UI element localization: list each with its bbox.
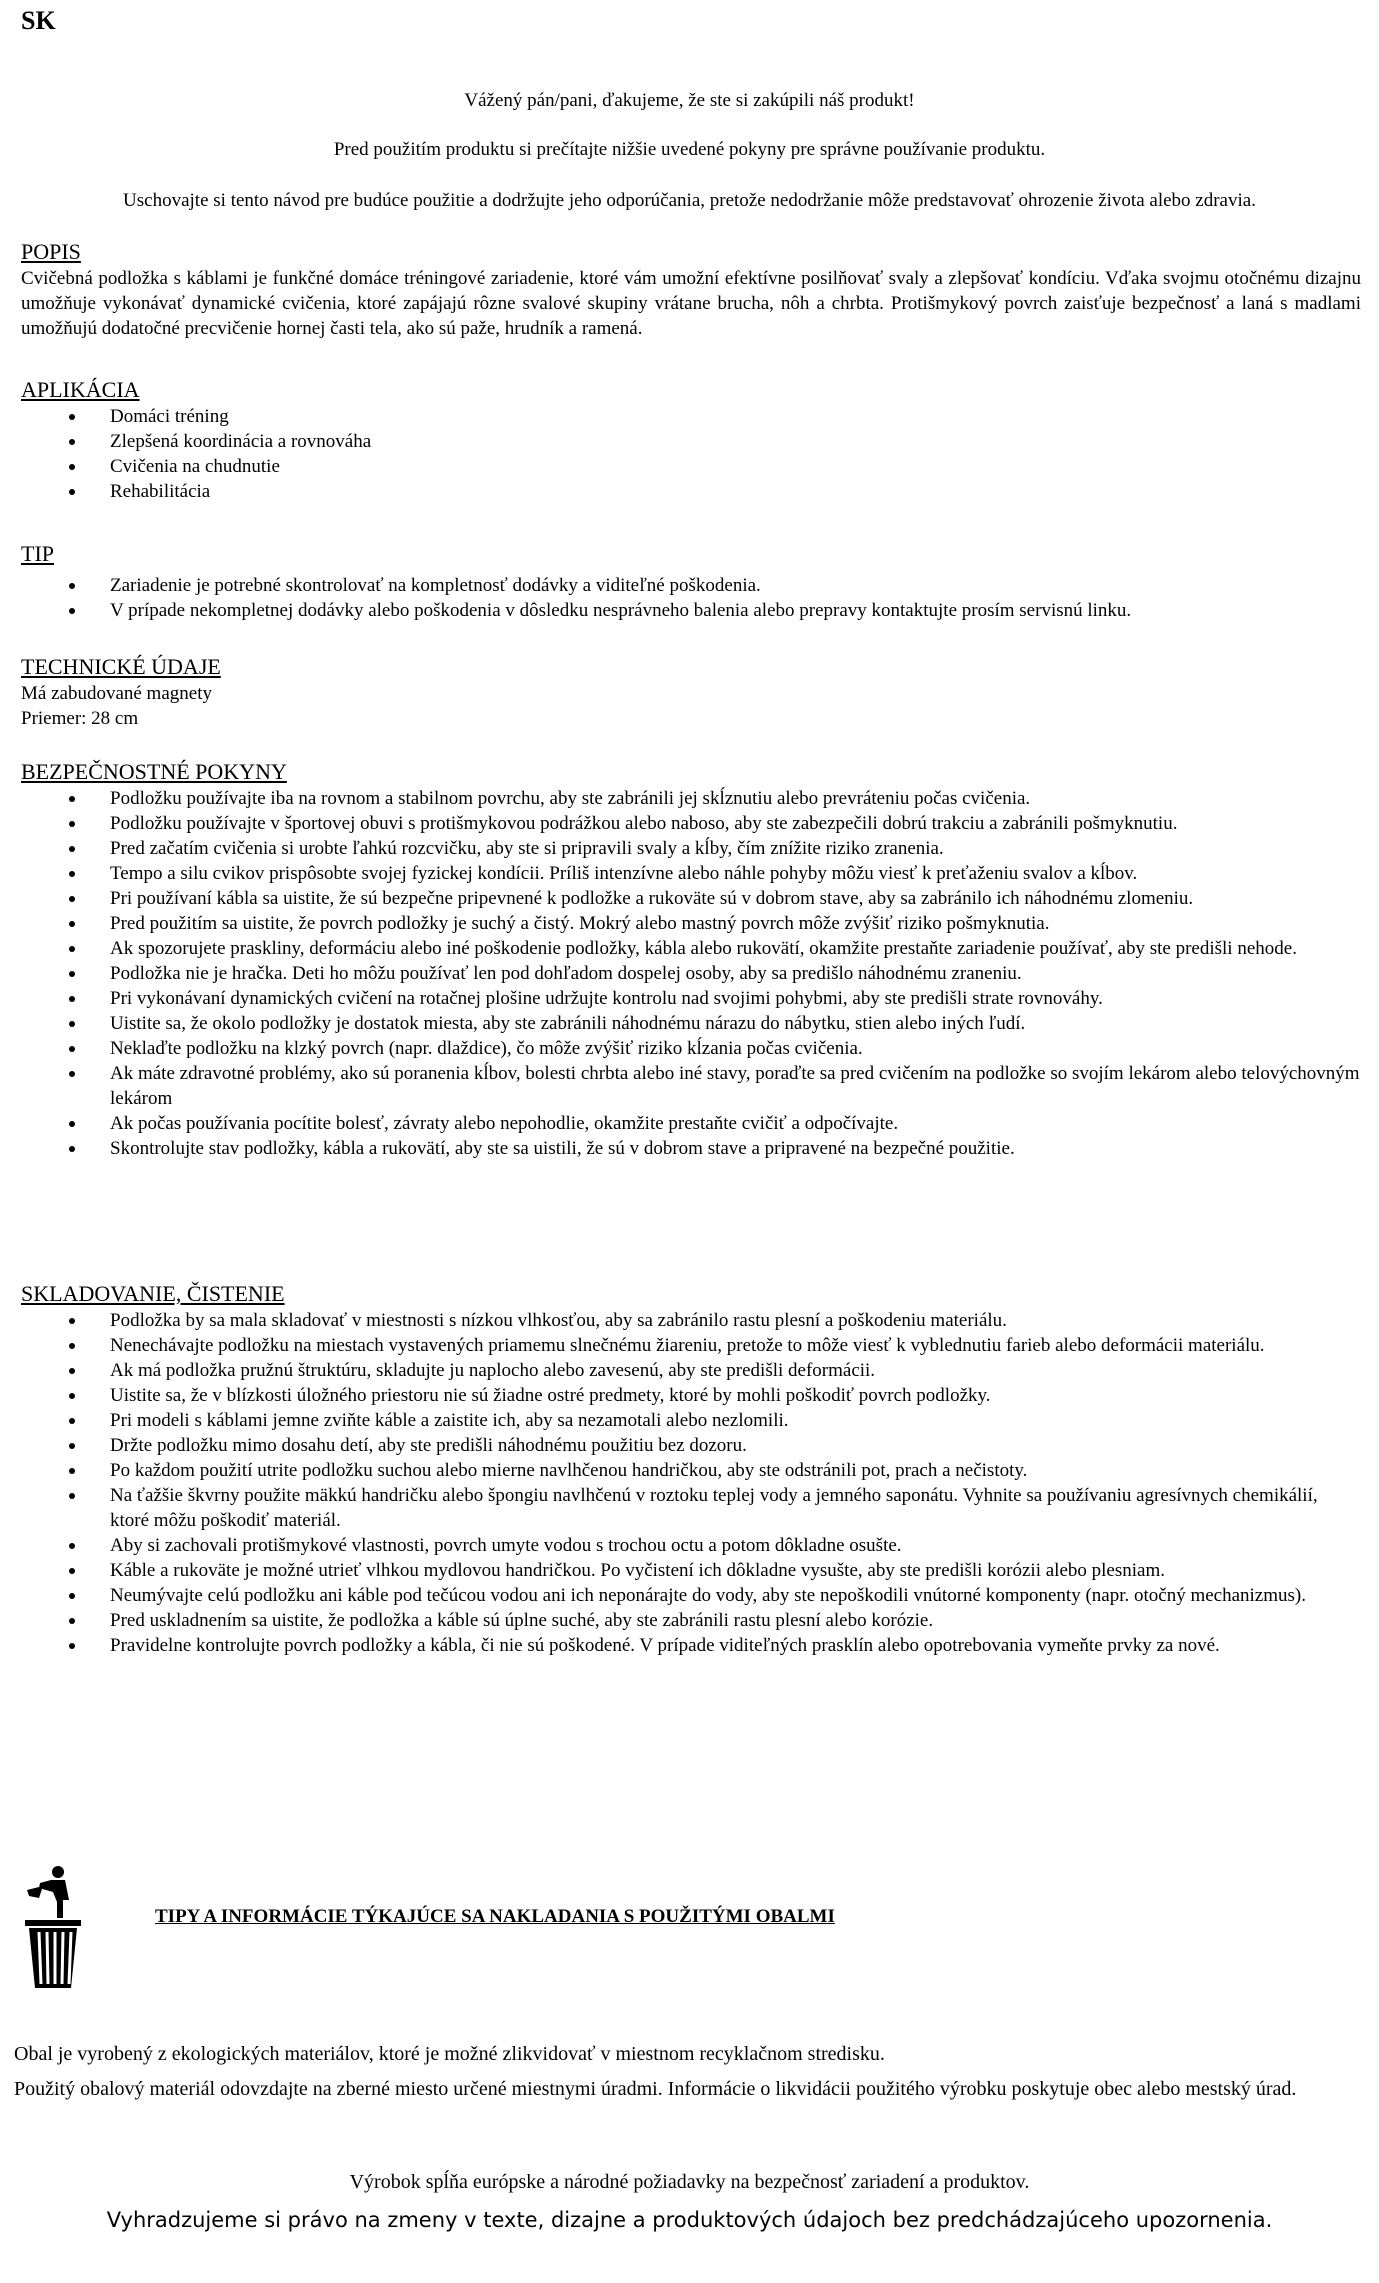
list-item: Uistite sa, že v blízkosti úložného priestoru nie sú žiadne ostré predmety, ktoré by mohli poškodiť povrch podložky. [110, 1383, 1361, 1408]
list-item: Podložku používajte v športovej obuvi s protišmykovou podrážkou alebo naboso, aby ste zabezpečili dobrú trakciu a zabránili pošmyknutiu. [110, 811, 1361, 836]
list-item: Ak máte zdravotné problémy, ako sú poranenia kĺbov, bolesti chrbta alebo iné stavy, poraďte sa pred cvičením na podložke so svojím lekárom alebo telovýchovným lekárom [110, 1063, 1360, 1109]
storage-list [21, 1308, 1361, 1658]
list-item: Pri vykonávaní dynamických cvičení na rotačnej plošine udržujte kontrolu nad svojimi pohybmi, aby ste predišli strate rovnováhy. [110, 986, 1361, 1011]
list-item: Rehabilitácia [110, 479, 1361, 504]
packaging-recycle-text: Obal je vyrobený z ekologických materiálov, ktoré je možné zlikvidovať v miestnom recyklačnom stredisku. [14, 2043, 885, 2065]
tech-heading: TECHNICKÉ ÚDAJE [21, 654, 221, 679]
safety-list [21, 786, 1361, 1161]
section-popis [21, 238, 1361, 341]
tip-list [21, 573, 1361, 623]
language-code: SK [21, 6, 56, 35]
list-item: Cvičenia na chudnutie [110, 454, 1361, 479]
section-safety [21, 758, 1361, 1161]
list-item: Pred použitím sa uistite, že povrch podložky je suchý a čistý. Mokrý alebo mastný povrch môže zvýšiť riziko pošmyknutia. [110, 911, 1361, 936]
list-item: Podložku používajte iba na rovnom a stabilnom povrchu, aby ste zabránili jej skĺznutiu alebo prevráteniu počas cvičenia. [110, 786, 1361, 811]
list-item: Skontrolujte stav podložky, kábla a rukovätí, aby ste sa uistili, že sú v dobrom stave a pripravené na bezpečné použitie. [110, 1136, 1361, 1161]
trash-bin-icon [25, 1866, 81, 1988]
list-item: Pred začatím cvičenia si urobte ľahkú rozcvičku, aby ste si pripravili svaly a kĺby, čím znížite riziko zranenia. [110, 836, 1361, 861]
list-item: Káble a rukoväte je možné utrieť vlhkou mydlovou handričkou. Po vyčistení ich dôkladne vysušte, aby ste predišli korózii alebo plesniam. [110, 1558, 1361, 1583]
list-item: Domáci tréning [110, 404, 1361, 429]
list-item: Neklaďte podložku na klzký povrch (napr. dlaždice), čo môže zvýšiť riziko kĺzania počas cvičenia. [110, 1036, 1361, 1061]
list-item: Ak počas používania pocítite bolesť, závraty alebo nepohodlie, okamžite prestaňte cvičiť a odpočívajte. [110, 1111, 1361, 1136]
list-item: Pred uskladnením sa uistite, že podložka a káble sú úplne suché, aby ste zabránili rastu plesní alebo korózie. [110, 1608, 1361, 1633]
list-item: Podložka by sa mala skladovať v miestnosti s nízkou vlhkosťou, aby sa zabránilo rastu plesní a poškodeniu materiálu. [110, 1308, 1361, 1333]
keep-manual-text: Uschovajte si tento návod pre budúce použitie a dodržujte jeho odporúčania, pretože nedodržanie môže predstavovať ohrozenie života alebo zdravia. [123, 190, 1256, 211]
section-aplikacia [21, 376, 1361, 504]
list-item: Ak má podložka pružnú štruktúru, skladujte ju naplocho alebo zavesenú, aby ste predišli deformácii. [110, 1358, 1361, 1383]
list-item: Nenechávajte podložku na miestach vystavených priamemu slnečnému žiareniu, pretože to môže viesť k vyblednutiu farieb alebo deformácii materiálu. [110, 1333, 1361, 1358]
list-item: Zariadenie je potrebné skontrolovať na kompletnosť dodávky a viditeľné poškodenia. [110, 573, 1361, 598]
list-item: Pri modeli s káblami jemne zviňte káble a zaistite ich, aby sa nezamotali alebo nezlomili. [110, 1408, 1361, 1433]
list-item: Pri používaní kábla sa uistite, že sú bezpečne pripevnené k podložke a rukoväte sú v dobrom stave, aby sa zabránilo ich náhodnému zlomeniu. [110, 886, 1361, 911]
popis-heading: POPIS [21, 239, 81, 264]
list-item: Neumývajte celú podložku ani káble pod tečúcou vodou ani ich neponárajte do vody, aby ste nepoškodili vnútorné komponenty (napr. otočný mechanizmus). [110, 1583, 1361, 1608]
rights-reserved-text: Vyhradzujeme si právo na zmeny v texte, dizajne a produktových údajoch bez predchádzajúceho upozornenia. [106, 2208, 1273, 2232]
list-item: Pravidelne kontrolujte povrch podložky a kábla, či nie sú poškodené. V prípade viditeľných prasklín alebo opotrebovania vymeňte prvky za nové. [110, 1633, 1361, 1658]
list-item: Na ťažšie škvrny použite mäkkú handričku alebo špongiu navlhčenú v roztoku teplej vody a jemného saponátu. Vyhnite sa používaniu agresívnych chemikálií, ktoré môžu poškodiť materiál. [110, 1483, 1361, 1533]
list-item: Ak spozorujete praskliny, deformáciu alebo iné poškodenie podložky, kábla alebo rukovätí, okamžite prestaňte zariadenie používať, aby ste predišli nehode. [110, 936, 1361, 961]
packaging-disposal-text: Použitý obalový materiál odovzdajte na zberné miesto určené miestnymi úradmi. Informácie o likvidácii použitého výrobku poskytuje obec alebo mestský úrad. [14, 2078, 1297, 2100]
section-storage [21, 1280, 1361, 1658]
tip-heading: TIP [21, 541, 54, 566]
list-item: Uistite sa, že okolo podložky je dostatok miesta, aby ste zabránili náhodnému nárazu do nábytku, stien alebo iných ľudí. [110, 1011, 1361, 1036]
aplikacia-list [21, 404, 1361, 504]
section-tech [21, 653, 1361, 731]
greeting-text: Vážený pán/pani, ďakujeme, že ste si zakúpili náš produkt! [464, 90, 915, 111]
popis-text: Cvičebná podložka s káblami je funkčné domáce tréningové zariadenie, ktoré vám umožní efektívne posilňovať svaly a zlepšovať kondíciu. Vďaka svojmu otočnému dizajnu umožňuje vykonávať dynamické cvičenia, ktoré zapájajú rôzne svalové skupiny vrátane brucha, nôh a chrbta. Protišmykový povrch zaisťuje bezpečnosť a laná s madlami umožňujú dodatočné precvičenie hornej časti tela, ako sú paže, hrudník a ramená. [21, 268, 1361, 339]
list-item: Aby si zachovali protišmykové vlastnosti, povrch umyte vodou s trochou octu a potom dôkladne osušte. [110, 1533, 1361, 1558]
compliance-text: Výrobok spĺňa európske a národné požiadavky na bezpečnosť zariadení a produktov. [349, 2171, 1030, 2193]
section-tip [21, 540, 1361, 623]
list-item: Podložka nie je hračka. Deti ho môžu používať len pod dohľadom dospelej osoby, aby sa predišlo náhodnému zraneniu. [110, 961, 1361, 986]
read-instructions-text: Pred použitím produktu si prečítajte nižšie uvedené pokyny pre správne používanie produktu. [333, 139, 1046, 160]
list-item: Tempo a silu cvikov prispôsobte svojej fyzickej kondícii. Príliš intenzívne alebo náhle pohyby môžu viesť k preťaženiu svalov a kĺbov. [110, 861, 1361, 886]
aplikacia-heading: APLIKÁCIA [21, 377, 140, 402]
list-item: Zlepšená koordinácia a rovnováha [110, 429, 1361, 454]
tech-diameter: Priemer: 28 cm [21, 708, 139, 729]
tech-magnets: Má zabudované magnety [21, 683, 212, 704]
list-item: Po každom použití utrite podložku suchou alebo mierne navlhčenou handričkou, aby ste odstránili pot, prach a nečistoty. [110, 1458, 1361, 1483]
safety-heading: BEZPEČNOSTNÉ POKYNY [21, 759, 287, 784]
list-item: V prípade nekompletnej dodávky alebo poškodenia v dôsledku nesprávneho balenia alebo prepravy kontaktujte prosím servisnú linku. [110, 598, 1361, 623]
list-item: Držte podložku mimo dosahu detí, aby ste predišli náhodnému použitiu bez dozoru. [110, 1433, 1361, 1458]
storage-heading: SKLADOVANIE, ČISTENIE [21, 1281, 285, 1306]
waste-heading: TIPY A INFORMÁCIE TÝKAJÚCE SA NAKLADANIA S POUŽITÝMI OBALMI [155, 1906, 835, 1927]
